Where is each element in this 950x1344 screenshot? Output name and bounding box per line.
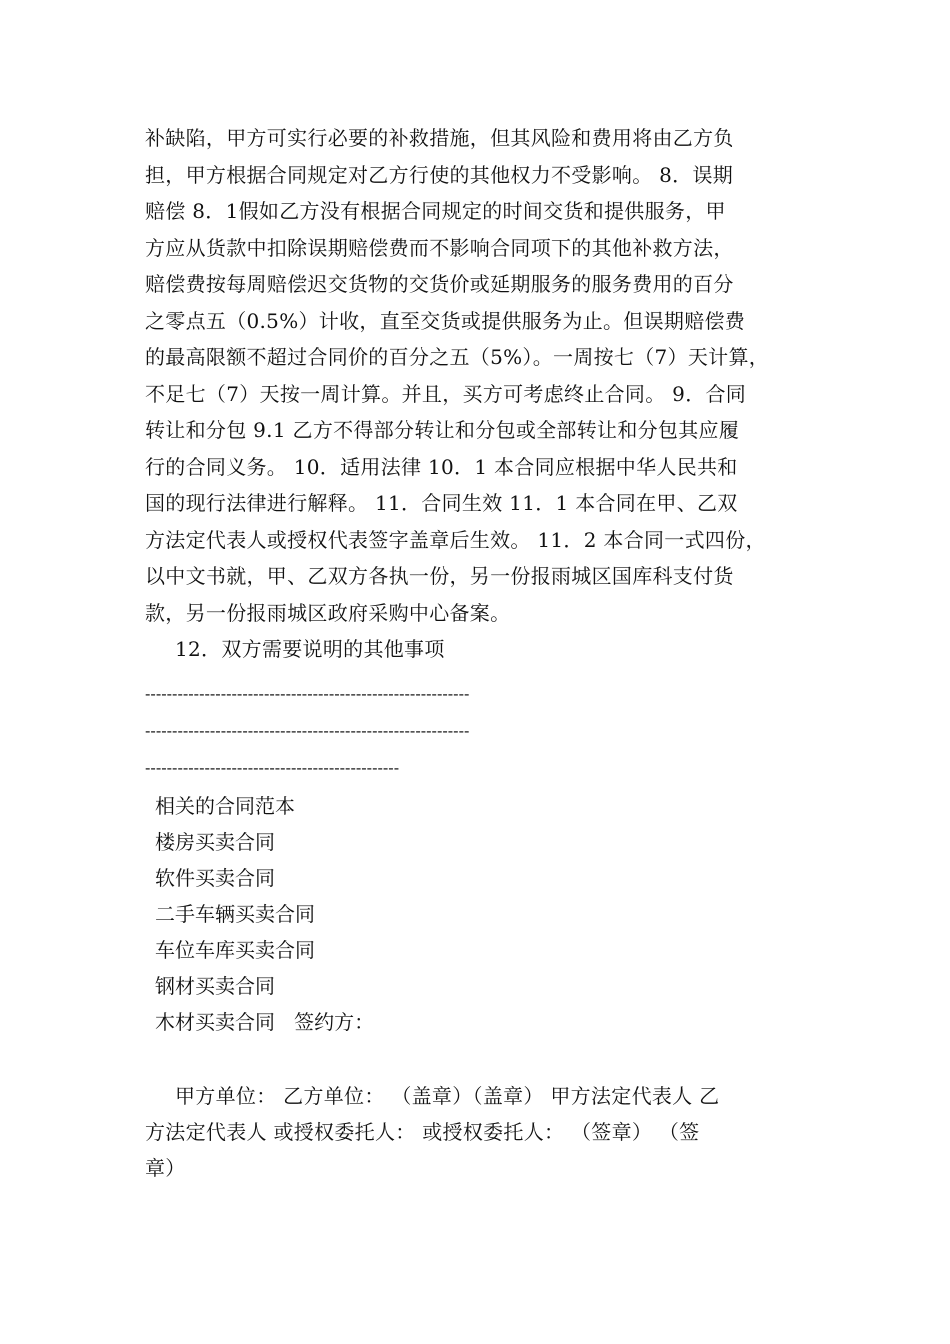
signature-line: 甲方单位： 乙方单位： （盖章）（盖章） 甲方法定代表人 乙 [175, 1084, 720, 1108]
signatory-label: 签约方： [294, 1010, 375, 1034]
body-line: 的最高限额不超过合同价的百分之五（5%）。一周按七（7）天计算， [145, 345, 770, 369]
dash-line: ------------------------------------------------------------ [145, 721, 470, 740]
related-item: 车位车库买卖合同 [155, 938, 315, 962]
body-line: 担，甲方根据合同规定对乙方行使的其他权力不受影响。 8．误期 [145, 162, 734, 187]
blank-fill-lines [145, 675, 825, 786]
signature-line: 章） [145, 1156, 186, 1180]
body-line: 方法定代表人或授权代表签字盖章后生效。 11．2 本合同一式四份， [145, 527, 766, 552]
body-line: 方应从货款中扣除误期赔偿费而不影响合同项下的其他补救方法， [145, 235, 734, 260]
related-item-row [155, 1004, 755, 1040]
related-item: 钢材买卖合同 [155, 974, 275, 998]
body-line: 赔偿费按每周赔偿迟交货物的交货价或延期服务的服务费用的百分 [145, 272, 734, 296]
body-line: 转让和分包 9.1 乙方不得部分转让和分包或全部转让和分包其应履 [145, 418, 740, 442]
dash-line: ------------------------------------------------------------ [145, 684, 470, 703]
dash-line: ----------------------------------------------- [145, 758, 400, 777]
related-item: 楼房买卖合同 [155, 830, 275, 854]
body-line: 以中文书就，甲、乙双方各执一份，另一份报雨城区国库科支付货 [145, 564, 734, 588]
related-heading: 相关的合同范本 [155, 794, 295, 818]
related-item: 软件买卖合同 [155, 866, 275, 890]
body-line: 补缺陷，甲方可实行必要的补救措施，但其风险和费用将由乙方负 [145, 126, 734, 150]
related-item: 木材买卖合同 [155, 1010, 275, 1034]
body-line: 行的合同义务。 10．适用法律 10．1 本合同应根据中华人民共和 [145, 454, 738, 479]
signature-block [145, 1078, 825, 1186]
signature-line: 方法定代表人 或授权委托人： 或授权委托人： （签章） （签 [145, 1120, 700, 1144]
body-line: 款，另一份报雨城区政府采购中心备案。 [145, 600, 511, 625]
body-line: 不足七（7）天按一周计算。并且，买方可考虑终止合同。 9．合同 [145, 381, 747, 406]
related-item: 二手车辆买卖合同 [155, 902, 315, 926]
body-line: 之零点五（0.5%）计收，直至交货或提供服务为止。但误期赔偿费 [145, 308, 746, 333]
section-12-heading: 12．双方需要说明的其他事项 [175, 637, 445, 661]
related-templates-list [155, 788, 755, 1040]
body-line: 赔偿 8．1假如乙方没有根据合同规定的时间交货和提供服务，甲 [145, 199, 726, 223]
body-line: 国的现行法律进行解释。 11．合同生效 11．1 本合同在甲、乙双 [145, 491, 738, 515]
contract-body-text [145, 120, 825, 668]
